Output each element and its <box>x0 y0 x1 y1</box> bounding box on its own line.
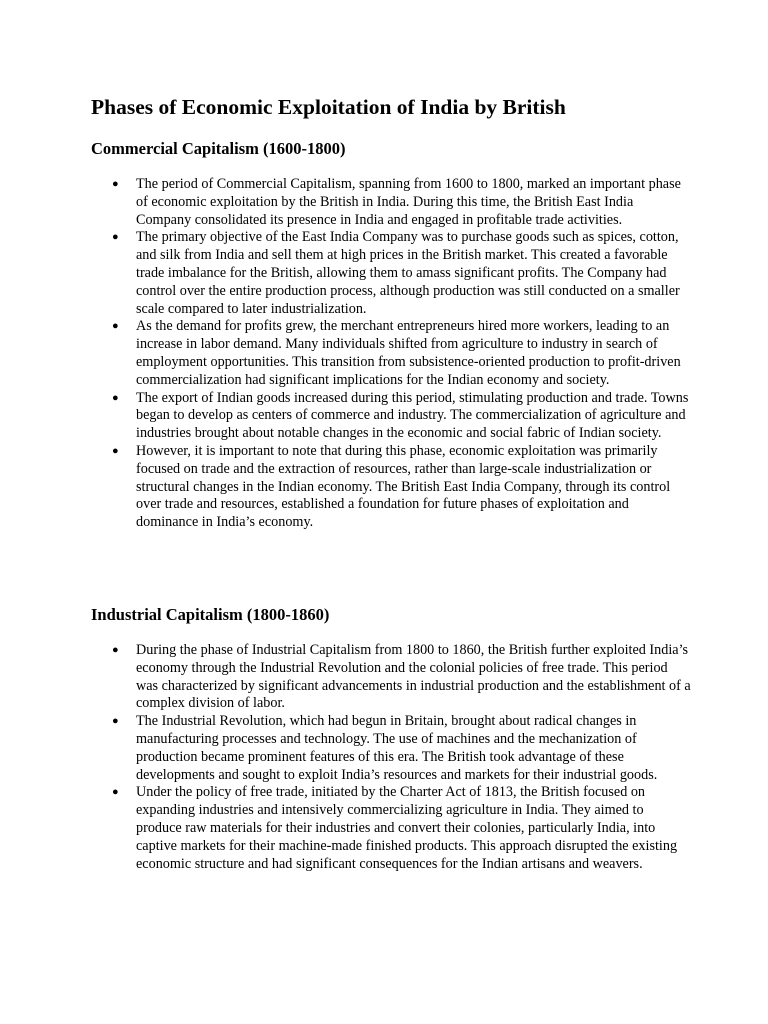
list-item-text: The Industrial Revolution, which had begun in Britain, brought about radical changes in manufacturing processes and technology. The use of machines and the mechanization of production became prominent features of this era. The British took advantage of these developments and sought to exploit India’s resources and markets for their industrial goods. <box>136 713 658 783</box>
list-item-text: The primary objective of the East India Company was to purchase goods such as spices, cotton, and silk from India and sell them at high prices in the British market. This created a favorable trade imbalance for the British, allowing them to amass significant profits. The Company had control over the entire production process, although production was still conducted on a smaller scale compared to later industrialization. <box>136 229 680 317</box>
list-item-text: The export of Indian goods increased during this period, stimulating production and trade. Towns began to develop as centers of commerce and industry. The commercialization of agriculture and industries brought about notable changes in the economic and social fabric of Indian society. <box>136 389 689 442</box>
list-item <box>91 443 691 532</box>
bullet-list-commercial-capitalism <box>91 176 691 532</box>
list-item-text: The period of Commercial Capitalism, spanning from 1600 to 1800, marked an important phase of economic exploitation by the British in India. During this time, the British East India Company consolidated its presence in India and engaged in profitable trade activities. <box>136 176 681 228</box>
list-item <box>91 318 691 389</box>
list-item <box>91 642 691 713</box>
list-item-text: However, it is important to note that during this phase, economic exploitation was primarily focused on trade and the extraction of resources, rather than large-scale industrialization or structural changes in the Indian economy. The British East India Company, through its control over trade and resources, established a foundation for future phases of exploitation and dominance in India’s economy. <box>136 442 671 531</box>
list-item <box>91 390 691 443</box>
bullet-icon: ● <box>112 391 119 404</box>
bullet-icon: ● <box>112 444 119 457</box>
list-item <box>91 176 691 229</box>
bullet-icon: ● <box>112 178 119 190</box>
bullet-list-industrial-capitalism <box>91 642 691 873</box>
section-heading-industrial-capitalism: Industrial Capitalism (1800-1860) <box>91 605 330 624</box>
list-item <box>91 784 691 873</box>
bullet-icon: ● <box>112 320 119 333</box>
list-item-text: As the demand for profits grew, the merchant entrepreneurs hired more workers, leading to an increase in labor demand. Many individuals shifted from agriculture to industry in search of employment opportunities. This transition from subsistence-oriented production to profit-driven commercialization had significant implications for the Indian economy and society. <box>136 318 681 388</box>
list-item <box>91 229 691 318</box>
bullet-icon: ● <box>112 715 119 728</box>
document-title: Phases of Economic Exploitation of India by British <box>91 95 566 119</box>
list-item-text: Under the policy of free trade, initiated by the Charter Act of 1813, the British focused on expanding industries and intensively commercializing agriculture in India. They aimed to produce raw materials for their industries and convert their colonies, particularly India, into captive markets for their machine-made finished products. This approach disrupted the existing economic structure and had significant consequences for the Indian artisans and weavers. <box>136 784 678 872</box>
bullet-icon: ● <box>112 786 119 799</box>
section-heading-commercial-capitalism: Commercial Capitalism (1600-1800) <box>91 139 346 158</box>
list-item <box>91 713 691 784</box>
list-item-text: During the phase of Industrial Capitalism from 1800 to 1860, the British further exploited India’s economy through the Industrial Revolution and the colonial policies of free trade. This period was characterized by significant advancements in industrial production and the establishment of a complex division of labor. <box>136 642 691 712</box>
bullet-icon: ● <box>112 644 119 656</box>
bullet-icon: ● <box>112 231 119 244</box>
